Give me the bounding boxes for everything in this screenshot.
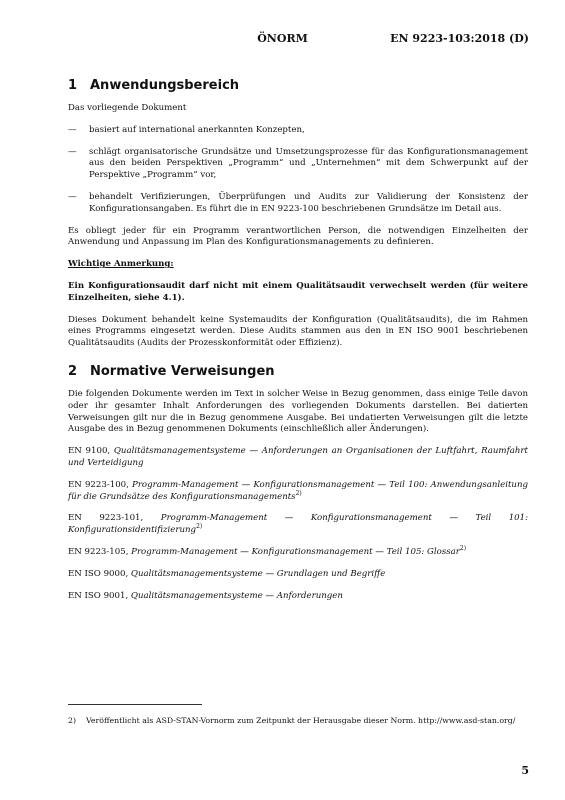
reference-id: EN 9223-100, bbox=[68, 479, 129, 490]
reference-id: EN 9100, bbox=[68, 446, 111, 457]
footnote bbox=[68, 716, 528, 726]
section-1-number: 1 bbox=[68, 78, 78, 93]
footnote-marker[interactable]: 2) bbox=[196, 523, 203, 531]
reference-title: Programm-Management — Konfigurationsmanagement — Teil 105: Glossar bbox=[131, 546, 460, 557]
section-2-number: 2 bbox=[68, 363, 78, 379]
section-1-heading bbox=[68, 78, 528, 94]
list-item bbox=[68, 125, 528, 137]
reference-entry bbox=[68, 591, 528, 603]
page-content bbox=[68, 78, 528, 612]
reference-title: Qualitätsmanagementsysteme — Anforderungen an Organisationen der Luftfahrt, Raumfahrt und Verteidigung bbox=[68, 446, 528, 468]
dash-marker: — bbox=[68, 146, 77, 157]
section-1-title: Anwendungsbereich bbox=[90, 78, 240, 93]
page-number: 5 bbox=[521, 764, 529, 777]
list-item-text: schlägt organisatorische Grundsätze und Umsetzungsprozesse für das Konfigurationsmanagement aus den beiden Perspektiven „Programm“ und „Unternehmen“ mit dem Schwerpunkt auf der Perspektive „Programm“ vor, bbox=[89, 146, 528, 181]
dash-marker: — bbox=[68, 124, 77, 135]
reference-title: Programm-Management — Konfigurationsmanagement — Teil 101: Konfigurationsidentifizierung bbox=[68, 513, 528, 536]
section-2-heading bbox=[68, 364, 528, 380]
reference-id: EN 9223-101, bbox=[68, 513, 144, 524]
list-item-text: basiert auf international anerkannten Konzepten, bbox=[89, 124, 305, 135]
reference-id: EN 9223-105, bbox=[68, 546, 129, 557]
section-2-intro: Die folgenden Dokumente werden im Text in solcher Weise in Bezug genommen, dass einige Teile davon oder ihr gesamter Inhalt Anforderungen des vorliegenden Dokuments darstellen. Bei datierten Verweisungen gilt nur die in Bezug genommene Ausgabe. Bei undatierten Verweisungen gilt die letzte Ausgabe des in Bezug genommenen Dokuments (einschließlich aller Änderungen). bbox=[68, 388, 528, 435]
reference-entry bbox=[68, 547, 528, 559]
list-item bbox=[68, 147, 528, 182]
reference-title: Qualitätsmanagementsysteme — Anforderungen bbox=[130, 590, 343, 601]
footnote-marker[interactable]: 2) bbox=[295, 489, 302, 497]
section-1-paragraph: Dieses Dokument behandelt keine Systemaudits der Konfiguration (Qualitätsaudits), die im Rahmen eines Programms eingesetzt werden. Diese Audits stammen aus den in EN ISO 9001 beschriebenen Qualitätsaudits (Audits der Prozesskonformität oder Effizienz). bbox=[68, 314, 528, 349]
reference-entry bbox=[68, 569, 528, 581]
reference-id: EN ISO 9001, bbox=[68, 590, 129, 601]
reference-id: EN ISO 9000, bbox=[68, 568, 129, 579]
reference-entry bbox=[68, 480, 528, 504]
reference-title: Programm-Management — Konfigurationsmanagement — Teil 100: Anwendungsanleitung für die Grundsätze des Konfigurationsmanagements bbox=[68, 479, 528, 502]
section-1-paragraph: Es obliegt jeder für ein Programm verantwortlichen Person, die notwendigen Einzelheiten der Anwendung und Anpassung im Plan des Konfigurationsmanagements zu definieren. bbox=[68, 225, 528, 248]
note-title: Wichtige Anmerkung: bbox=[68, 259, 174, 270]
header-document-id: EN 9223-103:2018 (D) bbox=[390, 32, 529, 45]
footnote-marker[interactable]: 2) bbox=[459, 545, 467, 553]
reference-entry bbox=[68, 446, 528, 470]
note-text: Ein Konfigurationsaudit darf nicht mit einem Qualitätsaudit verwechselt werden (für weitere Einzelheiten, siehe 4.1). bbox=[68, 280, 528, 303]
reference-entry bbox=[68, 513, 528, 537]
section-1-intro: Das vorliegende Dokument bbox=[68, 103, 187, 113]
section-2-title: Normative Verweisungen bbox=[90, 363, 275, 379]
footnote-number: 2) bbox=[68, 716, 77, 725]
footnote-divider bbox=[68, 704, 202, 705]
reference-title: Qualitätsmanagementsysteme — Grundlagen und Begriffe bbox=[130, 568, 386, 579]
header-standard-body: ÖNORM bbox=[257, 32, 308, 45]
list-item bbox=[68, 192, 528, 216]
footnote-text: Veröffentlicht als ASD-STAN-Vornorm zum Zeitpunkt der Herausgabe dieser Norm. http://www.asd-stan.org/ bbox=[86, 716, 516, 725]
list-item-text: behandelt Verifizierungen, Überprüfungen und Audits zur Validierung der Konsistenz der Konfigurationsangaben. Es führt die in EN 9223-100 beschriebenen Grundsätze im Detail aus. bbox=[89, 191, 528, 214]
dash-marker: — bbox=[68, 191, 77, 202]
